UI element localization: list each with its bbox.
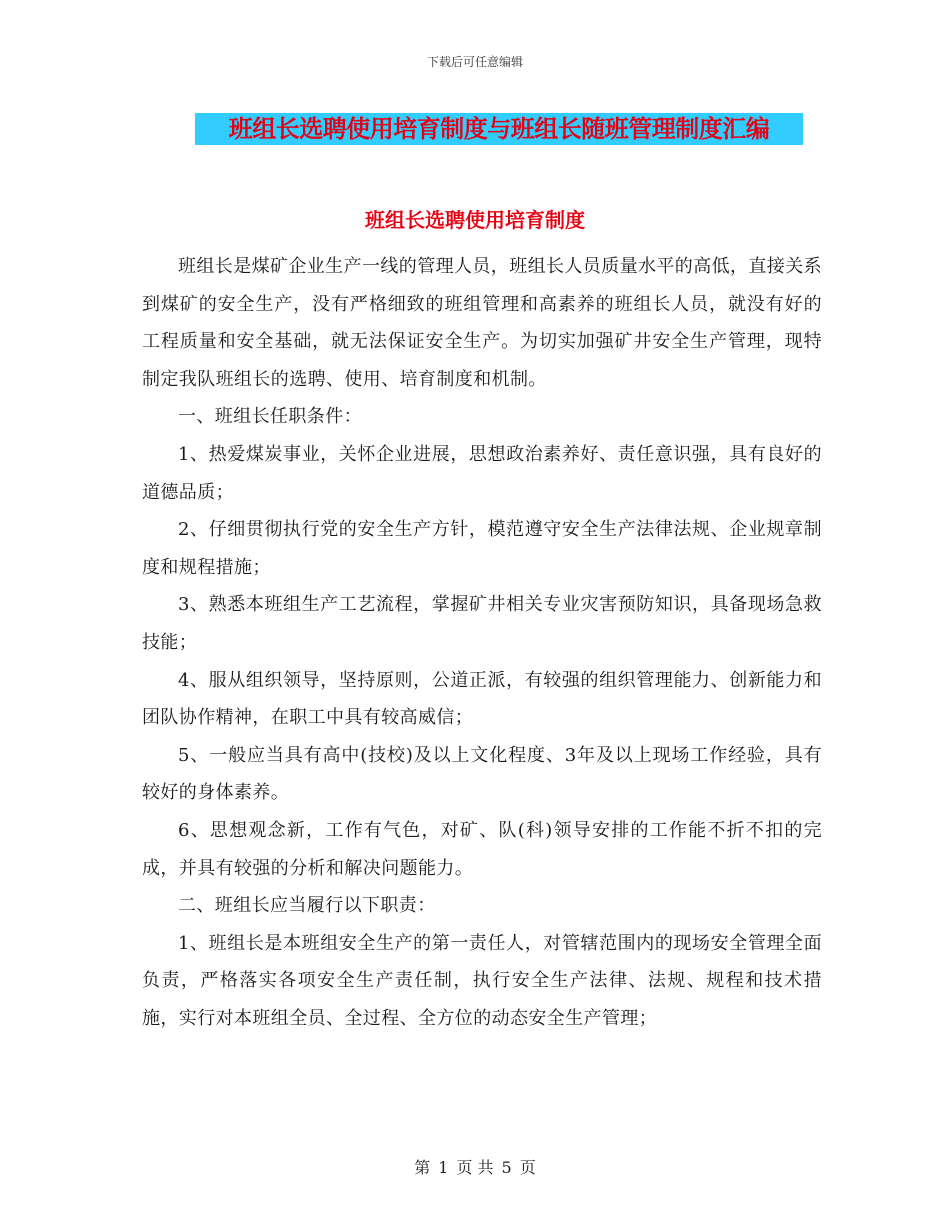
main-title: 班组长选聘使用培育制度与班组长随班管理制度汇编: [228, 115, 770, 143]
footer-prefix: 第: [414, 1158, 431, 1177]
paragraph: 5、一般应当具有高中(技校)及以上文化程度、3年及以上现场工作经验，具有较好的身体素养。: [142, 744, 822, 804]
main-title-highlight: [195, 113, 803, 145]
footer-mid: 页 共: [456, 1158, 494, 1177]
header-note: 下载后可任意编辑: [426, 55, 523, 69]
footer-page-number: 1: [438, 1158, 449, 1177]
paragraph: 班组长是煤矿企业生产一线的管理人员，班组长人员质量水平的高低，直接关系到煤矿的安全生产，没有严格细致的班组管理和高素养的班组长人员，就没有好的工程质量和安全基础，就无法保证安全生产。为切实加强矿井安全生产管理，现特制定我队班组长的选聘、使用、培育制度和机制。: [142, 256, 822, 390]
footer-total-pages: 5: [501, 1158, 512, 1177]
paragraph: 1、热爱煤炭事业，关怀企业进展，思想政治素养好、责任意识强，具有良好的道德品质；: [142, 443, 822, 503]
paragraph: 一、班组长任职条件：: [178, 406, 362, 428]
paragraph: 4、服从组织领导，坚持原则，公道正派，有较强的组织管理能力、创新能力和团队协作精神，在职工中具有较高威信；: [142, 669, 822, 729]
paragraph: 6、思想观念新，工作有气色，对矿、队(科)领导安排的工作能不折不扣的完成，并具有较强的分析和解决问题能力。: [142, 819, 822, 879]
paragraph: 2、仔细贯彻执行党的安全生产方针，模范遵守安全生产法律法规、企业规章制度和规程措施；: [142, 519, 822, 578]
paragraph: 1、班组长是本班组安全生产的第一责任人，对管辖范围内的现场安全管理全面负责，严格落实各项安全生产责任制，执行安全生产法律、法规、规程和技术措施，实行对本班组全员、全过程、全方位的动态安全生产管理；: [142, 932, 822, 1029]
document-body: [142, 248, 822, 1037]
page-footer: [0, 1155, 950, 1178]
paragraph: 二、班组长应当履行以下职责：: [178, 895, 436, 917]
paragraph: 3、熟悉本班组生产工艺流程，掌握矿井相关专业灾害预防知识，具备现场急救技能；: [142, 594, 822, 653]
section-title: 班组长选聘使用培育制度: [365, 208, 585, 232]
footer-suffix: 页: [519, 1158, 536, 1177]
